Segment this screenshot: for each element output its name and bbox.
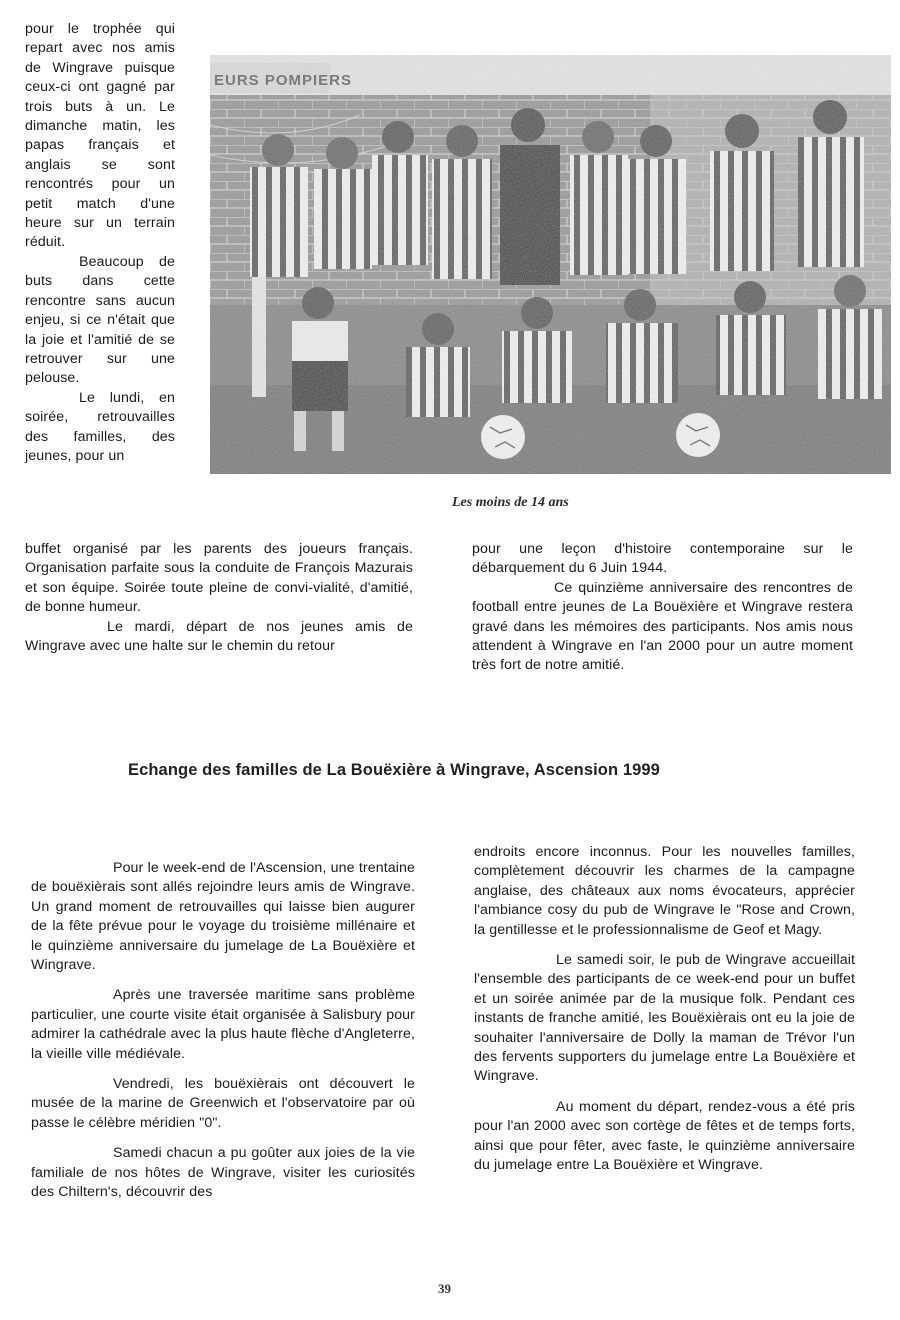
paragraph: Samedi chacun a pu goûter aux joies de la vie familiale de nos hôtes de Wingrave, visiter les curiosités des Chiltern's, découvrir des — [31, 1145, 415, 1201]
team-photo-image — [210, 55, 891, 474]
article2-right-column — [474, 843, 855, 1176]
paragraph: Le mardi, départ de nos jeunes amis de Wingrave avec une halte sur le chemin du retour — [25, 618, 413, 655]
page-number: 39 — [438, 1281, 451, 1296]
paragraph: Vendredi, les bouëxièrais ont découvert le musée de la marine de Greenwich et l'observatoire par où passe le célèbre méridien "0". — [31, 1076, 415, 1131]
article1-left-wide-column — [25, 540, 413, 656]
paragraph: endroits encore inconnus. Pour les nouvelles familles, complètement découvrir les charmes de la campagne anglaise, des châteaux aux noms évocateurs, apprécier l'ambiance cosy du pub de Wingrave le "Rose and Crown, la gentillesse et le professionnalisme de Geof et Magy. — [474, 844, 855, 938]
paragraph: Le samedi soir, le pub de Wingrave accueillait l'ensemble des participants de ce week-end pour un buffet et un soirée animée par de la musique folk. Pendant ces instants de franche amitié, les Bouëxièrais ont eu la joie de souhaiter l'anniversaire de Dolly la maman de Trévor l'un des fervents supporters du jumelage entre La Bouëxière et Wingrave. — [474, 952, 855, 1085]
photo-caption: Les moins de 14 ans — [452, 495, 569, 510]
paragraph: Après une traversée maritime sans problème particulier, une courte visite était organisée à Salisbury pour admirer la cathédrale avec la plus haute flèche d'Angleterre, la vieille ville médiévale. — [31, 987, 415, 1062]
article2-heading: Echange des familles de La Bouëxière à Wingrave, Ascension 1999 — [128, 761, 660, 779]
paragraph: Pour le week-end de l'Ascension, une trentaine de bouëxièrais sont allés rejoindre leurs amis de Wingrave. Un grand moment de retrouvailles qui laisse bien augurer de la fête prévue pour le voyage du troisième millénaire et le quinzième anniversaire du jumelage de La Bouëxière et Wingrave. — [31, 860, 415, 974]
paragraph: buffet organisé par les parents des joueurs français. Organisation parfaite sous la conduite de François Mazurais et son équipe. Soirée toute pleine de convi-vialité, d'amitié, de bonne humeur. — [25, 541, 413, 616]
article1-left-narrow-column — [25, 20, 175, 466]
article1-right-column — [472, 540, 853, 676]
svg-text:EURS POMPIERS: EURS POMPIERS — [214, 72, 353, 89]
paragraph: Le lundi, en soirée, retrouvailles des familles, des jeunes, pour un — [25, 389, 175, 464]
paragraph: Ce quinzième anniversaire des rencontres de football entre jeunes de La Bouëxière et Wingrave restera gravé dans les mémoires des participants. Nos amis nous attendent à Wingrave en l'an 2000 pour un autre moment très fort de notre amitié. — [472, 579, 853, 674]
paragraph: pour le trophée qui repart avec nos amis de Wingrave puisque ceux-ci ont gagné par trois buts à un. Le dimanche matin, les papas français et anglais se sont rencontrés pour un petit match d'une heure sur un terrain réduit. — [25, 21, 175, 251]
paragraph: Au moment du départ, rendez-vous a été pris pour l'an 2000 avec son cortège de fêtes et de temps forts, ainsi que pour fêter, avec faste, le quinzième anniversaire du jumelage entre La Bouëxière et Wingrave. — [474, 1098, 855, 1174]
paragraph: pour une leçon d'histoire contemporaine sur le débarquement du 6 Juin 1944. — [472, 541, 853, 577]
paragraph: Beaucoup de buts dans cette rencontre sans aucun enjeu, si ce n'était que la joie et l'amitié de se retrouver sur une pelouse. — [25, 253, 175, 387]
article2-left-column — [31, 859, 415, 1203]
team-photo — [210, 55, 891, 474]
